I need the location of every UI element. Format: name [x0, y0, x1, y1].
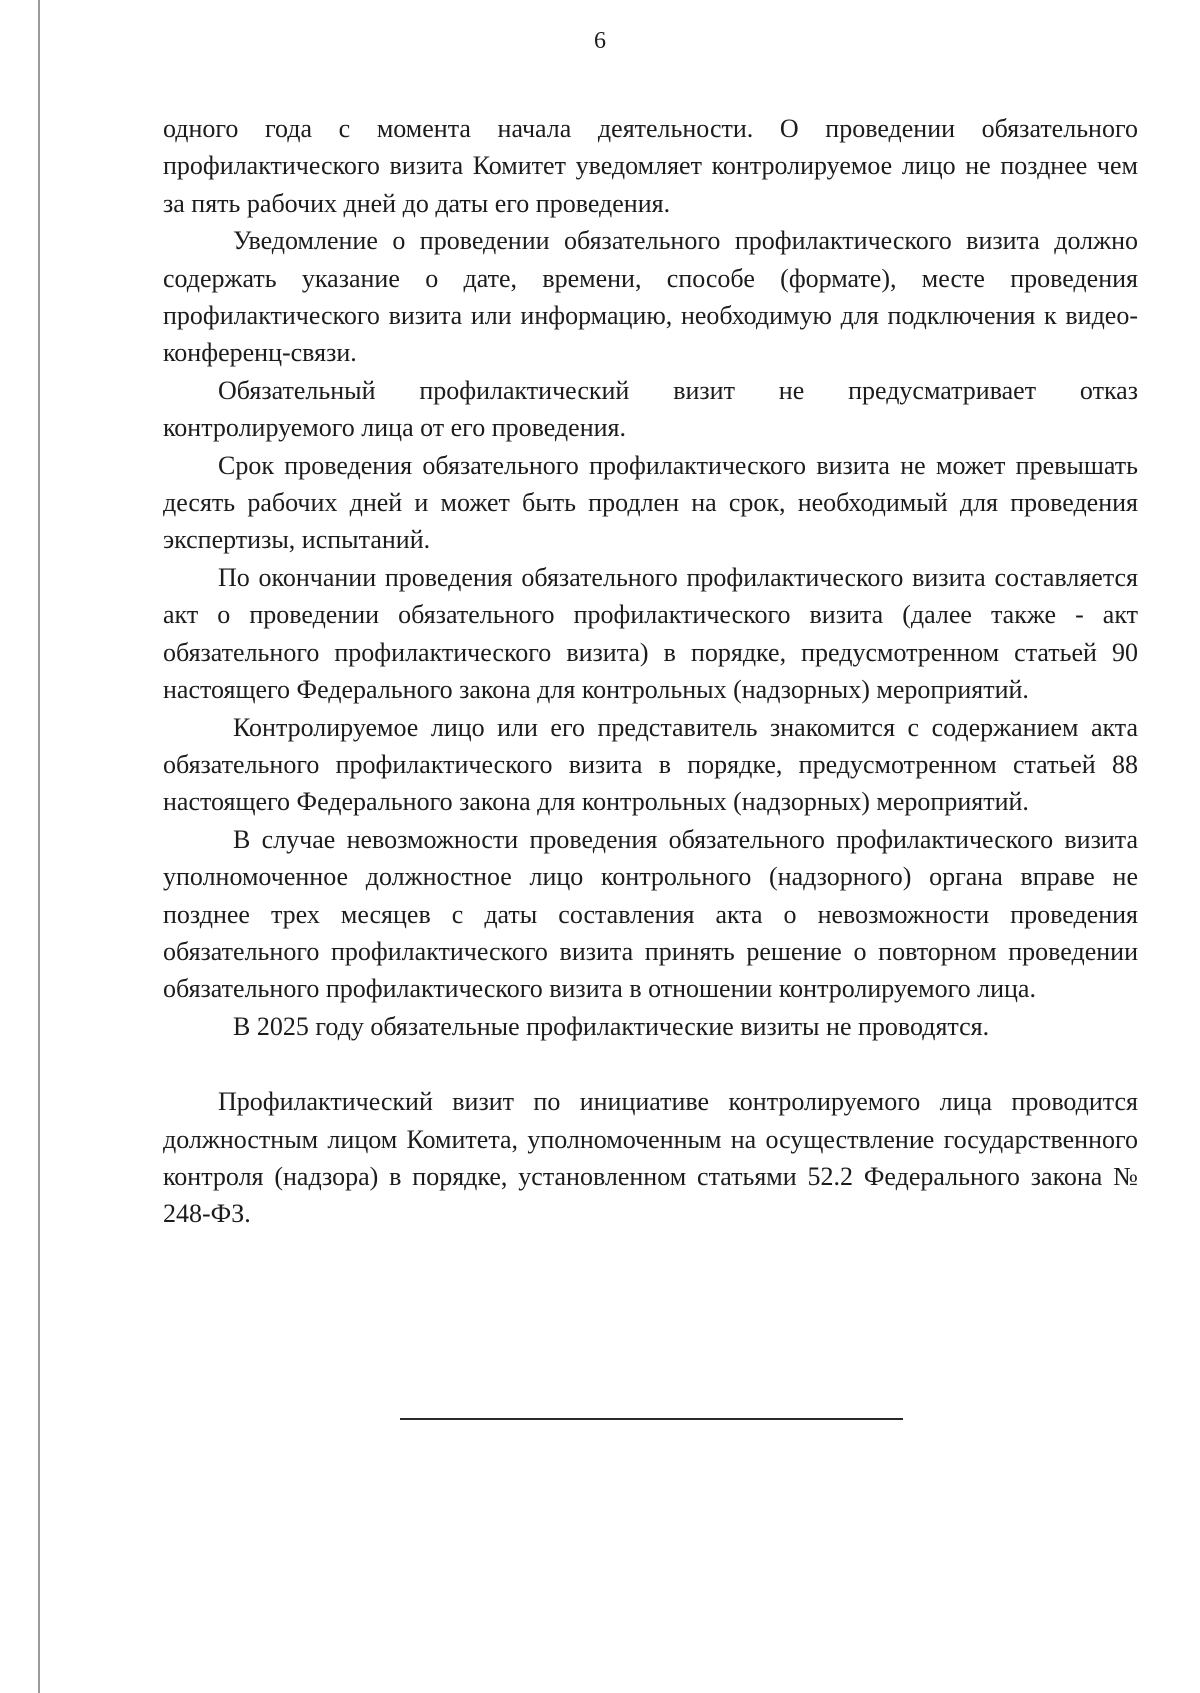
paragraph-acquaintance: Контролируемое лицо или его представитель знакомится с содержанием акта обязательного профилактического визита в порядке, предусмотренном статьей 88 настоящего Федерального закона для контрольных (надзорных) мероприятий. [163, 712, 1138, 817]
paragraph-no-refusal: Обязательный профилактический визит не предусматривает отказ контролируемого лица от его проведения. [163, 375, 1138, 443]
paragraph-notification: Уведомление о проведении обязательного профилактического визита должно содержать указание о дате, времени, способе (формате), месте проведения профилактического визита или информацию, необходимую для подключения к видео-конференц-связи. [163, 226, 1138, 368]
document-body [163, 110, 1138, 1233]
paragraph-initiative-visit: Профилактический визит по инициативе контролируемого лица проводится должностным лицом Комитета, уполномоченным на осуществление государственного контроля (надзора) в порядке, установленном статьями 52.2 Федерального закона № 248-ФЗ. [163, 1087, 1138, 1229]
paragraph-impossibility: В случае невозможности проведения обязательного профилактического визита уполномоченное должностное лицо контрольного (надзорного) органа вправе не позднее трех месяцев с даты составления акта о невозможности проведения обязательного профилактического визита принять решение о повторном проведении обязательного профилактического визита в отношении контролируемого лица. [163, 824, 1138, 1004]
page-number: 6 [594, 28, 606, 54]
end-of-document-rule [400, 1418, 903, 1420]
scan-edge-line [38, 0, 40, 1693]
paragraph-2025: В 2025 году обязательные профилактические визиты не проводятся. [233, 1011, 990, 1041]
paragraph-act: По окончании проведения обязательного профилактического визита составляется акт о проведении обязательного профилактического визита (далее также - акт обязательного профилактического визита) в порядке, предусмотренном статьей 90 настоящего Федерального закона для контрольных (надзорных) мероприятий. [163, 562, 1138, 705]
paragraph-continuation: одного года с момента начала деятельности. О проведении обязательного профилактического визита Комитет уведомляет контролируемое лицо не позднее чем за пять рабочих дней до даты его проведения. [163, 114, 1138, 218]
paragraph-duration: Срок проведения обязательного профилактического визита не может превышать десять рабочих дней и может быть продлен на срок, необходимый для проведения экспертизы, испытаний. [163, 450, 1138, 555]
